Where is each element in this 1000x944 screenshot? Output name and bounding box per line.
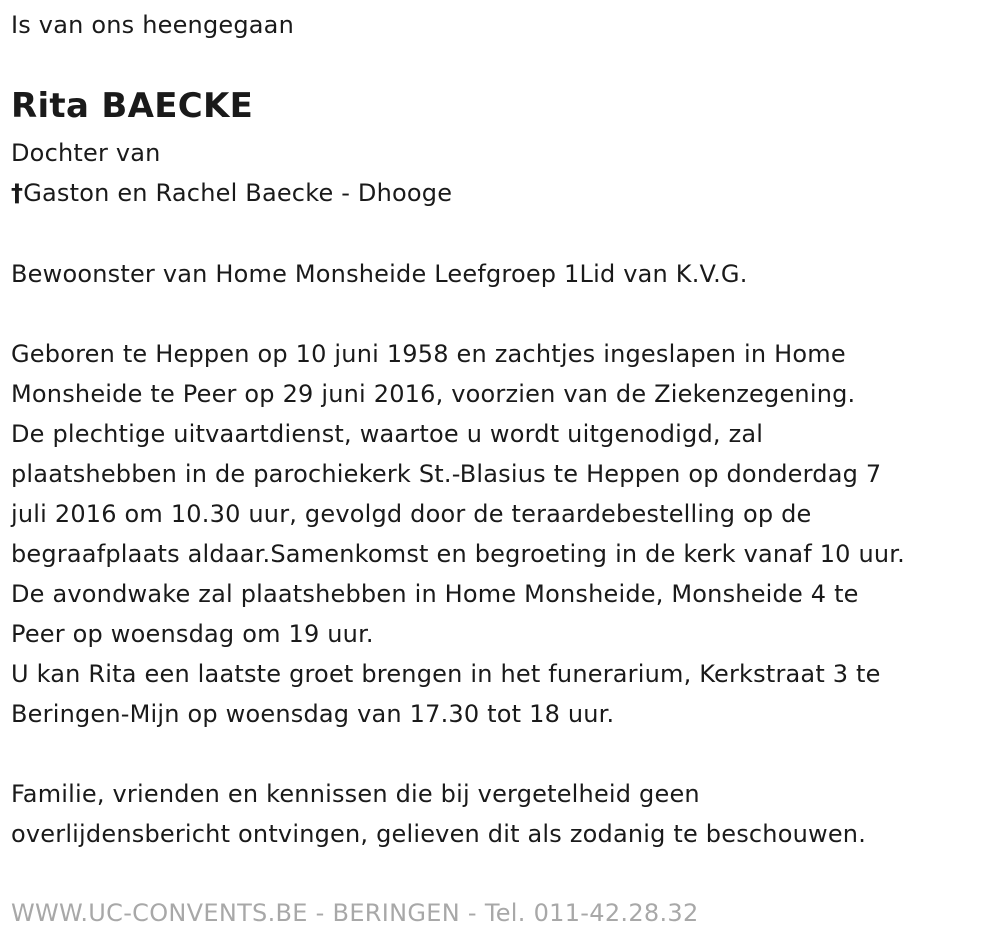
parents-line: [11, 173, 452, 213]
intro-text: Is van ons heengegaan: [11, 11, 295, 39]
daughter-of-label: Dochter van: [11, 139, 161, 167]
resident-text: Bewoonster van Home Monsheide Leefgroep 1Lid van K.V.G.: [11, 260, 748, 288]
notice-line: Familie, vrienden en kennissen die bij vergetelheid geen: [11, 780, 700, 808]
parents-names: Gaston en Rachel Baecke - Dhooge: [23, 179, 453, 207]
body-line: U kan Rita een laatste groet brengen in het funerarium, Kerkstraat 3 te: [11, 660, 881, 688]
body-line: Monsheide te Peer op 29 juni 2016, voorzien van de Ziekenzegening.: [11, 380, 856, 408]
cross-icon: †: [11, 179, 24, 207]
body-line: De plechtige uitvaartdienst, waartoe u wordt uitgenodigd, zal: [11, 420, 764, 448]
body-line: Peer op woensdag om 19 uur.: [11, 620, 374, 648]
notice-line: overlijdensbericht ontvingen, gelieven dit als zodanig te beschouwen.: [11, 820, 867, 848]
body-line: De avondwake zal plaatshebben in Home Monsheide, Monsheide 4 te: [11, 580, 859, 608]
body-line: juli 2016 om 10.30 uur, gevolgd door de teraardebestelling op de: [11, 500, 812, 528]
body-line: Beringen-Mijn op woensdag van 17.30 tot 18 uur.: [11, 700, 615, 728]
body-line: begraafplaats aldaar.Samenkomst en begroeting in de kerk vanaf 10 uur.: [11, 540, 905, 568]
ceremony-details: [11, 334, 905, 734]
body-line: Geboren te Heppen op 10 juni 1958 en zachtjes ingeslapen in Home: [11, 340, 846, 368]
footer-contact: WWW.UC-CONVENTS.BE - BERINGEN - Tel. 011-42.28.32: [11, 899, 699, 927]
body-line: plaatshebben in de parochiekerk St.-Blasius te Heppen op donderdag 7: [11, 460, 882, 488]
deceased-name: Rita BAECKE: [11, 86, 254, 126]
family-notice: [11, 774, 866, 854]
